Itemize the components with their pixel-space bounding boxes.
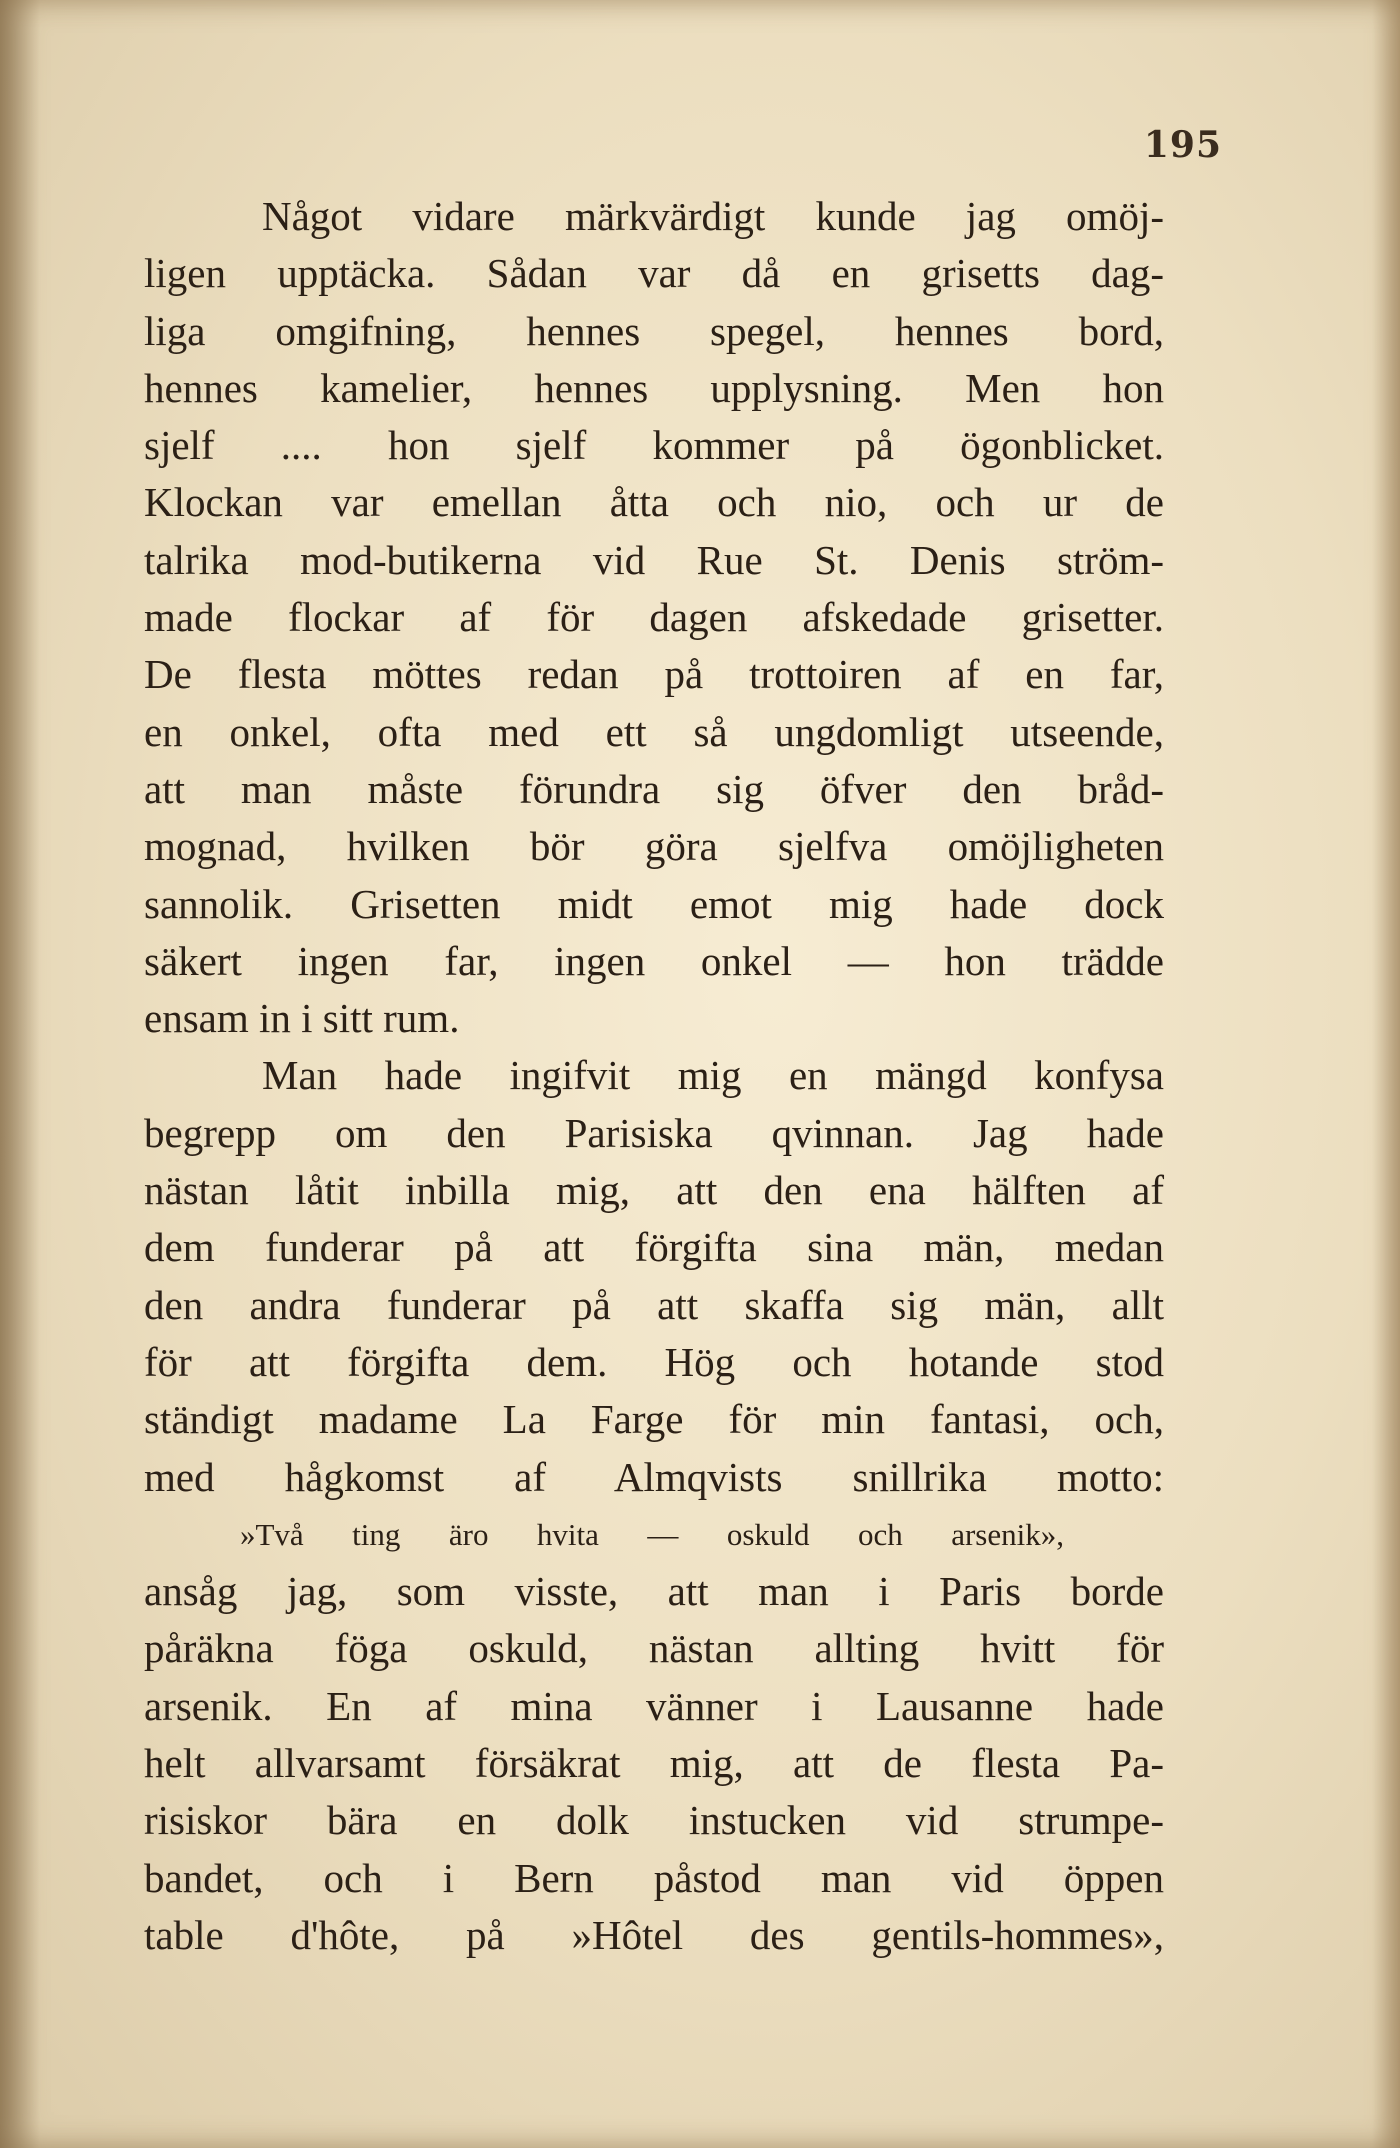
text-line: liga omgifning, hennes spegel, hennes bord, [144,307,1164,354]
text-line: talrika mod-butikerna vid Rue St. Denis ström- [144,536,1164,583]
text-line: att man måste förundra sig öfver den bråd- [144,765,1164,812]
text-line: helt allvarsamt försäkrat mig, att de flesta Pa- [144,1740,1164,1787]
text-line: med hågkomst af Almqvists snillrika motto: [144,1453,1164,1500]
text-line: för att förgifta dem. Hög och hotande stod [144,1338,1164,1385]
text-line: bandet, och i Bern påstod man vid öppen [144,1854,1164,1901]
text-line: mognad, hvilken bör göra sjelfva omöjligheten [144,823,1164,870]
text-line: made flockar af för dagen afskedade grisetter. [144,594,1164,641]
text-line: ensam in i sitt rum. [144,995,460,1042]
spine-shadow [0,0,40,2148]
text-line: nästan låtit inbilla mig, att den ena hälften af [144,1167,1164,1214]
text-line: ständigt madame La Farge för min fantasi, och, [144,1396,1164,1443]
text-line: risiskor bära en dolk instucken vid strumpe- [144,1797,1164,1844]
text-line: ligen upptäcka. Sådan var då en grisetts dag- [144,250,1164,297]
text-line: arsenik. En af mina vänner i Lausanne hade [144,1682,1164,1729]
text-line: den andra funderar på att skaffa sig män, allt [144,1281,1164,1328]
text-line: påräkna föga oskuld, nästan allting hvitt för [144,1625,1164,1672]
text-line: sannolik. Grisetten midt emot mig hade dock [144,880,1164,927]
block-quote: »Två ting äro hvita — oskuld och arsenik», [240,1516,1064,1552]
text-line: De flesta möttes redan på trottoiren af en far, [144,651,1164,698]
page-number: 195 [1143,124,1222,166]
text-line: ansåg jag, som visste, att man i Paris borde [144,1568,1164,1615]
text-line: säkert ingen far, ingen onkel — hon trädde [144,937,1164,984]
text-line: Klockan var emellan åtta och nio, och ur de [144,479,1164,526]
page-edge [1372,0,1400,2148]
text-line: Något vidare märkvärdigt kunde jag omöj- [262,193,1164,239]
text-line: Man hade ingifvit mig en mängd konfysa [262,1052,1164,1099]
text-line: begrepp om den Parisiska qvinnan. Jag hade [144,1109,1164,1156]
text-line: dem funderar på att förgifta sina män, medan [144,1224,1164,1271]
text-line: en onkel, ofta med ett så ungdomligt utseende, [144,708,1164,755]
body-text [144,188,1164,1964]
text-line: table d'hôte, på »Hôtel des gentils-hommes», [144,1911,1164,1958]
text-line: sjelf .... hon sjelf kommer på ögonblicket. [144,422,1164,469]
text-line: hennes kamelier, hennes upplysning. Men hon [144,364,1164,411]
